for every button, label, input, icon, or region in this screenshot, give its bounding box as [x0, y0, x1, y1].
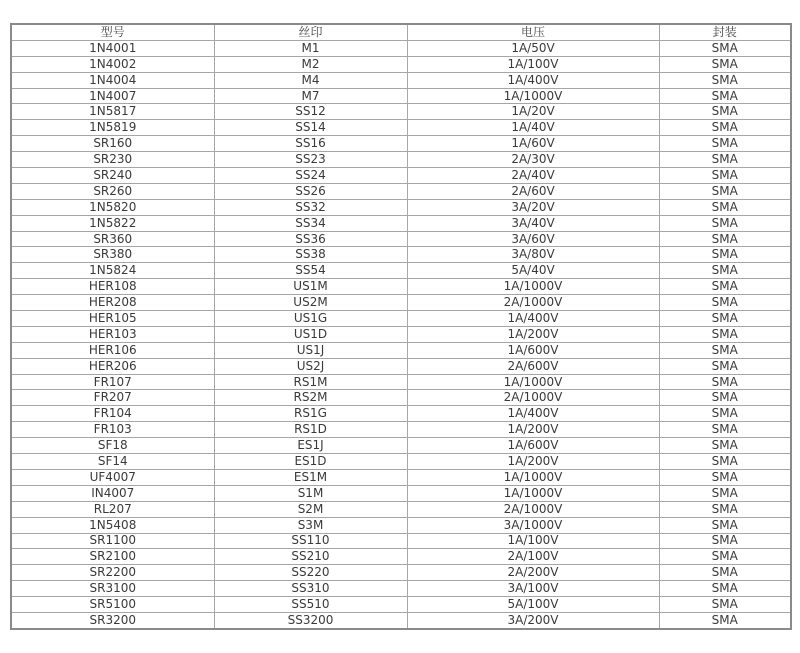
- cell-model: 1N5817: [11, 104, 214, 120]
- cell-voltage: 5A/100V: [407, 597, 659, 613]
- cell-package: SMA: [659, 612, 791, 628]
- cell-voltage: 1A/600V: [407, 438, 659, 454]
- cell-model: SR240: [11, 168, 214, 184]
- cell-package: SMA: [659, 120, 791, 136]
- cell-package: SMA: [659, 56, 791, 72]
- cell-package: SMA: [659, 597, 791, 613]
- cell-model: HER206: [11, 358, 214, 374]
- cell-marking: SS32: [214, 199, 407, 215]
- cell-marking: RS1M: [214, 374, 407, 390]
- cell-marking: SS24: [214, 168, 407, 184]
- table-row: [11, 342, 791, 358]
- cell-model: 1N4007: [11, 88, 214, 104]
- cell-package: SMA: [659, 136, 791, 152]
- cell-voltage: 1A/1000V: [407, 279, 659, 295]
- cell-voltage: 3A/20V: [407, 199, 659, 215]
- cell-package: SMA: [659, 374, 791, 390]
- cell-package: SMA: [659, 247, 791, 263]
- cell-marking: SS110: [214, 533, 407, 549]
- cell-voltage: 1A/1000V: [407, 374, 659, 390]
- cell-package: SMA: [659, 438, 791, 454]
- table-row: [11, 485, 791, 501]
- cell-marking: M2: [214, 56, 407, 72]
- cell-model: SR380: [11, 247, 214, 263]
- cell-voltage: 3A/60V: [407, 231, 659, 247]
- cell-package: SMA: [659, 40, 791, 56]
- cell-marking: S2M: [214, 501, 407, 517]
- cell-marking: S1M: [214, 485, 407, 501]
- cell-model: SR3100: [11, 581, 214, 597]
- cell-package: SMA: [659, 104, 791, 120]
- cell-voltage: 3A/80V: [407, 247, 659, 263]
- cell-voltage: 1A/40V: [407, 120, 659, 136]
- cell-voltage: 2A/1000V: [407, 295, 659, 311]
- cell-package: SMA: [659, 295, 791, 311]
- table-row: [11, 40, 791, 56]
- table-row: [11, 56, 791, 72]
- cell-voltage: 1A/100V: [407, 56, 659, 72]
- cell-package: SMA: [659, 549, 791, 565]
- cell-marking: ES1D: [214, 454, 407, 470]
- table-row: [11, 501, 791, 517]
- cell-model: 1N4002: [11, 56, 214, 72]
- cell-marking: M7: [214, 88, 407, 104]
- table-row: [11, 374, 791, 390]
- cell-model: SR1100: [11, 533, 214, 549]
- cell-model: 1N5408: [11, 517, 214, 533]
- cell-package: SMA: [659, 326, 791, 342]
- cell-model: SR160: [11, 136, 214, 152]
- header-row: [11, 24, 791, 40]
- cell-voltage: 3A/1000V: [407, 517, 659, 533]
- table-row: [11, 406, 791, 422]
- cell-package: SMA: [659, 406, 791, 422]
- cell-marking: SS220: [214, 565, 407, 581]
- cell-package: SMA: [659, 390, 791, 406]
- cell-package: SMA: [659, 88, 791, 104]
- cell-marking: ES1J: [214, 438, 407, 454]
- cell-marking: US1M: [214, 279, 407, 295]
- cell-package: SMA: [659, 152, 791, 168]
- cell-package: SMA: [659, 422, 791, 438]
- cell-voltage: 1A/200V: [407, 454, 659, 470]
- cell-voltage: 2A/60V: [407, 183, 659, 199]
- table-row: [11, 136, 791, 152]
- cell-marking: SS36: [214, 231, 407, 247]
- cell-marking: SS14: [214, 120, 407, 136]
- cell-voltage: 1A/1000V: [407, 485, 659, 501]
- cell-voltage: 2A/600V: [407, 358, 659, 374]
- cell-marking: RS1D: [214, 422, 407, 438]
- cell-model: HER103: [11, 326, 214, 342]
- cell-model: HER106: [11, 342, 214, 358]
- table-row: [11, 438, 791, 454]
- cell-model: SF14: [11, 454, 214, 470]
- table-row: [11, 168, 791, 184]
- cell-model: FR207: [11, 390, 214, 406]
- cell-model: SR260: [11, 183, 214, 199]
- cell-marking: SS12: [214, 104, 407, 120]
- table-header: [11, 24, 791, 40]
- table-row: [11, 454, 791, 470]
- cell-voltage: 3A/200V: [407, 612, 659, 628]
- cell-voltage: 1A/400V: [407, 311, 659, 327]
- cell-marking: RS2M: [214, 390, 407, 406]
- cell-package: SMA: [659, 469, 791, 485]
- cell-model: SR2100: [11, 549, 214, 565]
- cell-marking: US1G: [214, 311, 407, 327]
- header-marking: 丝印: [214, 24, 407, 40]
- cell-voltage: 1A/600V: [407, 342, 659, 358]
- table-row: [11, 295, 791, 311]
- table-row: [11, 549, 791, 565]
- table-row: [11, 311, 791, 327]
- cell-package: SMA: [659, 231, 791, 247]
- cell-voltage: 2A/200V: [407, 565, 659, 581]
- cell-voltage: 2A/100V: [407, 549, 659, 565]
- table-row: [11, 612, 791, 628]
- table-row: [11, 358, 791, 374]
- cell-voltage: 2A/40V: [407, 168, 659, 184]
- cell-model: 1N5819: [11, 120, 214, 136]
- cell-marking: M1: [214, 40, 407, 56]
- table-row: [11, 120, 791, 136]
- cell-voltage: 1A/400V: [407, 72, 659, 88]
- cell-package: SMA: [659, 311, 791, 327]
- cell-model: 1N5824: [11, 263, 214, 279]
- table-row: [11, 326, 791, 342]
- cell-marking: M4: [214, 72, 407, 88]
- cell-marking: S3M: [214, 517, 407, 533]
- table-row: [11, 88, 791, 104]
- cell-marking: SS510: [214, 597, 407, 613]
- cell-package: SMA: [659, 199, 791, 215]
- cell-voltage: 1A/200V: [407, 422, 659, 438]
- cell-model: 1N5820: [11, 199, 214, 215]
- cell-model: FR107: [11, 374, 214, 390]
- cell-marking: RS1G: [214, 406, 407, 422]
- cell-voltage: 2A/1000V: [407, 390, 659, 406]
- cell-package: SMA: [659, 168, 791, 184]
- cell-marking: US2J: [214, 358, 407, 374]
- cell-model: SR360: [11, 231, 214, 247]
- cell-marking: SS3200: [214, 612, 407, 628]
- cell-package: SMA: [659, 581, 791, 597]
- cell-model: SR2200: [11, 565, 214, 581]
- cell-marking: ES1M: [214, 469, 407, 485]
- cell-marking: SS34: [214, 215, 407, 231]
- cell-voltage: 1A/400V: [407, 406, 659, 422]
- cell-voltage: 5A/40V: [407, 263, 659, 279]
- header-package: 封装: [659, 24, 791, 40]
- table-body: [11, 40, 791, 628]
- cell-model: UF4007: [11, 469, 214, 485]
- cell-marking: SS16: [214, 136, 407, 152]
- cell-package: SMA: [659, 72, 791, 88]
- table-row: [11, 422, 791, 438]
- cell-voltage: 1A/60V: [407, 136, 659, 152]
- table-row: [11, 533, 791, 549]
- table-row: [11, 199, 791, 215]
- table-row: [11, 517, 791, 533]
- cell-marking: US2M: [214, 295, 407, 311]
- cell-marking: SS26: [214, 183, 407, 199]
- table-row: [11, 104, 791, 120]
- cell-marking: US1D: [214, 326, 407, 342]
- cell-package: SMA: [659, 501, 791, 517]
- cell-voltage: 1A/200V: [407, 326, 659, 342]
- cell-marking: SS210: [214, 549, 407, 565]
- table-row: [11, 279, 791, 295]
- header-model: 型号: [11, 24, 214, 40]
- cell-model: SR3200: [11, 612, 214, 628]
- cell-voltage: 1A/1000V: [407, 88, 659, 104]
- cell-model: IN4007: [11, 485, 214, 501]
- cell-model: HER208: [11, 295, 214, 311]
- cell-model: SR5100: [11, 597, 214, 613]
- cell-package: SMA: [659, 565, 791, 581]
- cell-package: SMA: [659, 183, 791, 199]
- cell-model: FR104: [11, 406, 214, 422]
- cell-package: SMA: [659, 263, 791, 279]
- table-row: [11, 469, 791, 485]
- cell-model: HER105: [11, 311, 214, 327]
- cell-package: SMA: [659, 533, 791, 549]
- cell-voltage: 2A/1000V: [407, 501, 659, 517]
- table-row: [11, 597, 791, 613]
- cell-marking: SS310: [214, 581, 407, 597]
- cell-package: SMA: [659, 279, 791, 295]
- cell-package: SMA: [659, 454, 791, 470]
- table-row: [11, 183, 791, 199]
- cell-marking: SS54: [214, 263, 407, 279]
- table-row: [11, 215, 791, 231]
- cell-model: 1N4004: [11, 72, 214, 88]
- cell-voltage: 3A/100V: [407, 581, 659, 597]
- cell-marking: SS38: [214, 247, 407, 263]
- cell-voltage: 1A/100V: [407, 533, 659, 549]
- cell-marking: US1J: [214, 342, 407, 358]
- cell-model: FR103: [11, 422, 214, 438]
- cell-voltage: 1A/50V: [407, 40, 659, 56]
- table-row: [11, 565, 791, 581]
- diode-spec-table: [10, 23, 792, 630]
- cell-model: SF18: [11, 438, 214, 454]
- table-row: [11, 247, 791, 263]
- cell-package: SMA: [659, 342, 791, 358]
- cell-model: 1N5822: [11, 215, 214, 231]
- table-row: [11, 231, 791, 247]
- table-row: [11, 152, 791, 168]
- cell-model: 1N4001: [11, 40, 214, 56]
- cell-voltage: 2A/30V: [407, 152, 659, 168]
- cell-voltage: 1A/20V: [407, 104, 659, 120]
- table-row: [11, 390, 791, 406]
- cell-package: SMA: [659, 215, 791, 231]
- table-row: [11, 263, 791, 279]
- cell-model: HER108: [11, 279, 214, 295]
- cell-package: SMA: [659, 517, 791, 533]
- header-voltage: 电压: [407, 24, 659, 40]
- table-row: [11, 72, 791, 88]
- cell-model: RL207: [11, 501, 214, 517]
- table-row: [11, 581, 791, 597]
- cell-model: SR230: [11, 152, 214, 168]
- cell-voltage: 1A/1000V: [407, 469, 659, 485]
- cell-package: SMA: [659, 485, 791, 501]
- cell-package: SMA: [659, 358, 791, 374]
- cell-voltage: 3A/40V: [407, 215, 659, 231]
- cell-marking: SS23: [214, 152, 407, 168]
